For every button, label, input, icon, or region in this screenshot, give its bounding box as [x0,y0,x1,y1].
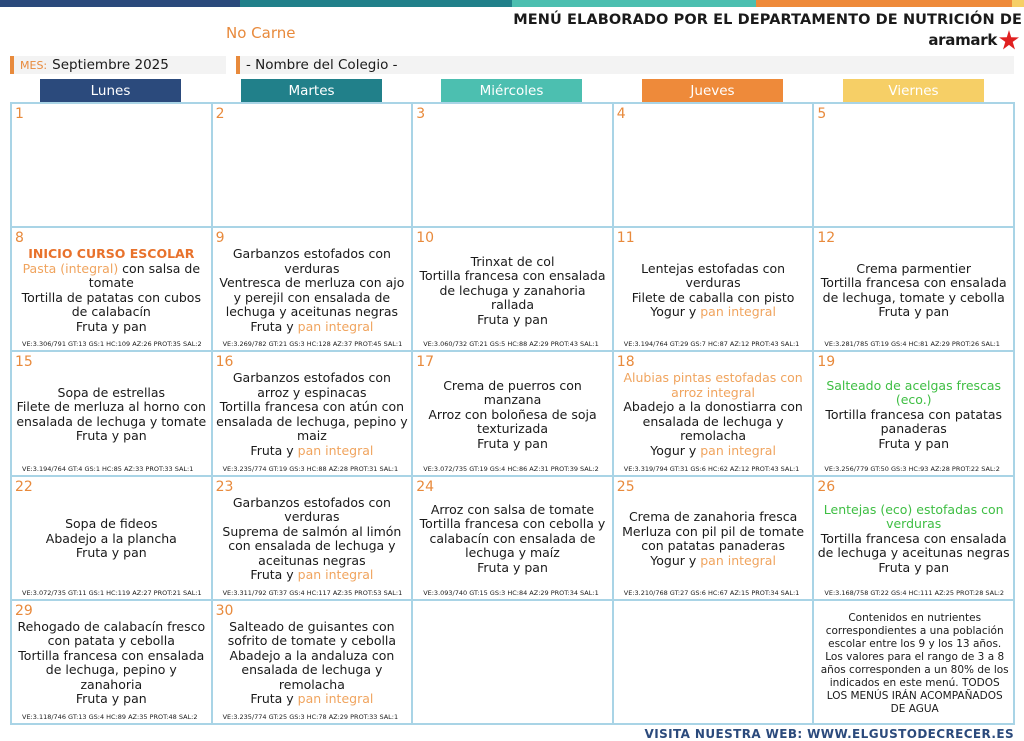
dish-line [216,247,409,276]
day-number: 4 [616,106,626,122]
dish-text: Trinxat de col [470,253,555,269]
nutrition-values: VE:3.306/791 GT:13 GS:1 HC:109 AZ:26 PROT:35 SAL:2 [22,340,202,349]
menu-day-cell [12,104,211,226]
menu-day-cell [814,228,1013,350]
dish-text: Ventresca de merluza con ajo y perejil con ensalada de lechuga y aceitunas negras [219,275,405,320]
nutrition-note: Contenidos en nutrientes correspondientes a una población escolar entre los 9 y los 13 años. Los valores para el rango de 3 a 8 años corresponden a un 80% de los indicados en este menú. TODOS LOS MENÚS IRÁN ACOMPAÑADOS DE AGUA [820,611,1009,715]
dish-line [617,262,810,291]
dish-line [477,437,548,452]
day-number: 8 [15,230,24,247]
dish-line [416,408,609,437]
menu-dishes [15,366,208,463]
dish-text: Fruta y pan [477,435,548,451]
day-number: 1 [15,106,24,122]
dish-text: Crema de zanahoria fresca [628,509,798,525]
dish-text: Fruta y pan [878,304,950,320]
dish-line [650,444,776,459]
dish-line [416,269,609,313]
dish-text: Fruta y [250,318,298,334]
aramark-logo [928,29,1020,51]
nutrition-values: VE:3.269/782 GT:21 GS:3 HC:128 AZ:37 PROT:45 SAL:1 [222,340,403,349]
dish-line [58,386,166,401]
dish-text: Tortilla francesa con patatas panaderas [825,406,1003,437]
dish-text: Fruta y pan [75,428,147,444]
dish-text: pan integral [700,442,776,458]
menu-day-cell [413,228,612,350]
menu-dishes [817,491,1010,588]
nutrition-values: VE:3.256/779 GT:50 GS:3 HC:93 AZ:28 PROT:22 SAL:2 [824,464,1000,473]
dish-line [817,276,1010,305]
dish-text: Crema de puerros con manzana [443,377,582,408]
dish-text: pan integral [297,318,374,334]
dish-text: Tortilla francesa con cebolla y calabacín con ensalada de lechuga y maíz [419,516,606,561]
menu-day-cell [814,601,1013,723]
dish-text: Yogur y [650,304,701,320]
dish-text: Fruta y pan [75,318,147,334]
dish-line [878,437,949,452]
day-number: 9 [215,230,225,247]
nutrition-values: VE:3.060/732 GT:21 GS:5 HC:88 AZ:29 PROT:43 SAL:1 [423,340,599,349]
dish-line [216,620,409,649]
day-number: 29 [15,602,33,619]
dish-line [216,371,409,400]
menu-day-cell [12,352,211,474]
menu-day-cell [413,601,612,723]
dish-line [471,255,555,270]
dish-line [617,400,810,444]
dish-text: Filete de caballa con pisto [631,289,795,305]
nutrition-values: VE:3.093/740 GT:15 GS:3 HC:84 AZ:29 PROT:34 SAL:1 [423,588,599,597]
dish-text: Rehogado de calabacín fresco con patata y cebolla [17,618,206,649]
logo-text: aramark [928,31,997,49]
top-bar-segment [512,0,756,7]
dish-line [216,276,409,320]
nutrition-values: VE:3.319/794 GT:31 GS:6 HC:62 AZ:12 PROT:43 SAL:1 [623,464,800,473]
dish-text: Fruta y [250,691,298,707]
dish-line [250,692,373,707]
month-label: MES: [20,58,48,72]
day-number: 23 [215,478,234,495]
dish-text: Arroz con salsa de tomate [430,501,595,517]
weekday-header-row [10,79,1015,103]
day-number: 24 [416,478,435,495]
dish-line [477,561,548,576]
menu-dishes [416,491,609,588]
top-bar-segment [240,0,512,7]
dish-text: pan integral [700,304,776,320]
menu-day-cell [213,228,412,350]
menu-day-cell [814,352,1013,474]
dish-text: Tortilla de patatas con cubos de calabacín [21,289,201,320]
dish-text: Lentejas estofadas con verduras [641,260,786,291]
day-number: 12 [817,230,836,247]
menu-day-cell [614,352,813,474]
menu-dishes [216,491,409,588]
dish-line [817,379,1010,408]
dish-text: Alubias pintas estofadas con arroz integral [623,370,803,400]
dish-line [76,692,147,707]
dish-text: Fruta y [250,567,298,583]
menu-dishes [15,491,208,588]
nutrition-values: VE:3.194/764 GT:4 GS:1 HC:85 AZ:33 PROT:33 SAL:1 [22,464,194,473]
dish-line [650,554,776,569]
dish-text: INICIO CURSO ESCOLAR [28,246,195,262]
dish-text: Yogur y [650,442,701,458]
menu-day-cell [614,228,813,350]
dish-text: con salsa de tomate [88,260,201,291]
month-value: Septiembre 2025 [52,57,169,73]
menu-day-cell [614,601,813,723]
dish-text: Tortilla francesa con atún con ensalada de lechuga, pepino y maiz [216,399,408,444]
menu-day-cell [12,477,211,599]
menu-day-cell [614,104,813,226]
menu-dishes [617,491,810,588]
day-number: 17 [416,354,435,371]
dish-line [15,649,208,693]
weekday-martes: Martes [241,79,382,103]
menu-day-cell [814,477,1013,599]
dish-line [416,517,609,561]
menu-dishes [216,366,409,463]
dish-text: Fruta y pan [75,545,147,561]
dish-text: Garbanzos estofados con verduras [232,246,391,276]
dish-line [15,262,208,291]
day-number: 15 [15,354,33,371]
dish-text: pan integral [297,442,374,458]
menu-dishes [15,242,208,339]
dish-text: Garbanzos estofados con verduras [232,494,391,525]
dish-text: Tortilla francesa con ensalada de lechuga, pepino y zanahoria [18,647,205,692]
dish-text: Abadejo a la andaluza con ensalada de lechuga y remolacha [229,647,395,692]
nutrition-values: VE:3.194/764 GT:29 GS:7 HC:87 AZ:12 PROT:43 SAL:1 [623,340,800,349]
nutrition-values: VE:3.118/746 GT:13 GS:4 HC:89 AZ:35 PROT:48 SAL:2 [22,712,198,721]
dish-text: Fruta y pan [75,691,147,707]
dish-line [878,561,949,576]
menu-dishes [216,242,409,339]
menu-day-cell [814,104,1013,226]
dish-line [76,546,147,561]
dish-text: Fruta y pan [878,435,950,451]
nutrition-values: VE:3.235/774 GT:19 GS:3 HC:88 AZ:28 PROT:31 SAL:1 [222,464,399,473]
dish-text: Fruta y pan [878,559,950,575]
nutrition-values: VE:3.168/758 GT:22 GS:4 HC:111 AZ:25 PROT:28 SAL:2 [824,588,1005,597]
dish-line [629,510,797,525]
dish-line [216,400,409,444]
menu-day-cell [413,104,612,226]
menu-dishes [817,366,1010,463]
dish-line [431,503,594,518]
menu-day-cell [614,477,813,599]
day-number: 18 [616,354,635,371]
dish-line [216,649,409,693]
school-name: - Nombre del Colegio - [246,57,398,73]
dish-line [216,496,409,525]
weekday-jueves: Jueves [642,79,783,103]
day-number: 11 [616,230,635,247]
dish-line [65,517,157,532]
menu-day-cell [413,477,612,599]
dish-line [856,262,971,277]
dish-text: Tortilla francesa con ensalada de lechuga y aceitunas negras [817,530,1010,561]
day-number: 19 [817,354,836,371]
nutrition-values: VE:3.311/792 GT:37 GS:4 HC:117 AZ:35 PROT:53 SAL:1 [222,588,403,597]
dish-text: pan integral [700,552,776,568]
day-number: 22 [15,478,33,495]
dish-text: Abadejo a la donostiarra con ensalada de lechuga y remolacha [623,399,803,444]
menu-dishes [416,366,609,463]
day-number: 2 [215,106,225,122]
dish-text: Yogur y [650,552,701,568]
dish-text: Merluza con pil pil de tomate con patatas panaderas [622,523,805,554]
menu-day-cell [12,228,211,350]
dish-line [76,429,147,444]
menu-day-cell [213,601,412,723]
dish-line [817,503,1010,532]
dish-line [15,620,208,649]
dish-line [817,532,1010,561]
dish-text: Sopa de fideos [65,516,158,532]
dish-line [250,320,373,335]
menu-dishes [817,242,1010,339]
dish-line [46,532,177,547]
day-number: 10 [416,230,435,247]
weekday-lunes: Lunes [40,79,181,103]
dish-text: Salteado de guisantes con sofrito de tomate y cebolla [227,618,397,649]
top-color-bar [0,0,1024,7]
dish-text: Lentejas (eco) estofadas con verduras [823,501,1004,532]
dish-text: pan integral [297,567,374,583]
aramark-star-icon [998,29,1020,51]
dish-line [15,400,208,429]
nutrition-values: VE:3.210/768 GT:27 GS:6 HC:67 AZ:15 PROT:34 SAL:1 [623,588,800,597]
top-bar-segment [1012,0,1024,7]
dish-line [878,305,949,320]
dish-line [477,313,548,328]
dish-text: Tortilla francesa con ensalada de lechuga y zanahoria rallada [419,268,606,313]
dish-line [817,408,1010,437]
school-field [236,56,1014,74]
dish-text: Fruta y [250,442,298,458]
dish-line [250,444,373,459]
day-number: 3 [416,106,426,122]
weekday-viernes: Viernes [843,79,984,103]
menu-day-cell [213,477,412,599]
dish-line [617,371,810,400]
weekday-miercoles: Miércoles [441,79,582,103]
menu-dishes [617,366,810,463]
nutrition-values: VE:3.072/735 GT:19 GS:4 HC:86 AZ:31 PROT:39 SAL:2 [423,464,599,473]
dish-text: Pasta (integral) [22,260,119,276]
menu-day-cell [12,601,211,723]
day-number: 16 [215,354,234,371]
menu-day-cell [213,352,412,474]
day-number: 5 [817,106,827,122]
nutrition-values: VE:3.281/785 GT:19 GS:4 HC:81 AZ:29 PROT:26 SAL:1 [824,340,1000,349]
dish-line [416,379,609,408]
month-field [10,56,226,74]
dish-text: Filete de merluza al horno con ensalada de lechuga y tomate [16,399,207,429]
dish-text: Fruta y pan [477,559,548,575]
nutrition-values: VE:3.072/735 GT:11 GS:1 HC:119 AZ:27 PROT:21 SAL:1 [22,588,202,597]
menu-day-cell [213,104,412,226]
page-title: MENÚ ELABORADO POR EL DEPARTAMENTO DE NUTRICIÓN DE [513,12,1022,28]
dish-line [15,291,208,320]
dish-line [250,568,373,583]
dish-line [76,320,147,335]
dish-text: Garbanzos estofados con arroz y espinacas [232,370,391,400]
menu-type-label: No Carne [226,24,296,42]
dish-line [632,291,795,306]
dish-line [216,525,409,569]
dish-text: Arroz con boloñesa de soja texturizada [428,406,597,437]
dish-line [617,525,810,554]
top-bar-segment [756,0,1012,7]
day-number: 26 [817,478,836,495]
dish-text: Fruta y pan [477,311,548,327]
dish-text: Suprema de salmón al limón con ensalada de lechuga y aceitunas negras [222,523,402,568]
menu-calendar-grid [10,102,1015,725]
dish-text: Sopa de estrellas [57,384,166,400]
dish-text: Salteado de acelgas frescas (eco.) [826,377,1002,408]
top-bar-segment [0,0,240,7]
website-footer: VISITA NUESTRA WEB: WWW.ELGUSTODECRECER.ES [644,727,1014,741]
dish-text: Abadejo a la plancha [45,530,177,546]
menu-dishes [216,615,409,712]
menu-dishes [416,242,609,339]
menu-dishes [617,242,810,339]
menu-dishes [15,615,208,712]
nutrition-values: VE:3.235/774 GT:25 GS:3 HC:78 AZ:29 PROT:33 SAL:1 [222,712,399,721]
dish-text: Crema parmentier [856,260,971,276]
day-number: 25 [616,478,635,495]
day-number: 30 [215,602,234,619]
dish-line [28,247,194,262]
menu-day-cell [413,352,612,474]
dish-text: pan integral [297,691,374,707]
dish-text: Tortilla francesa con ensalada de lechuga, tomate y cebolla [820,275,1007,305]
dish-line [650,305,776,320]
